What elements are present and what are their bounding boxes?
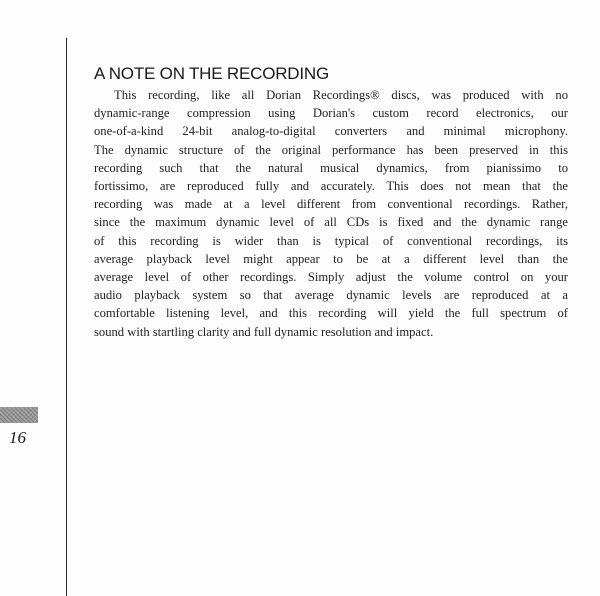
page-tab-marker: [0, 407, 38, 423]
paragraph-line: recording was made at a level different from conventional recordings. Rather,: [94, 197, 568, 212]
paragraph-line: of this recording is wider than is typical of conventional recordings, its: [94, 233, 568, 248]
margin-rule: [66, 38, 67, 596]
paragraph-line: This recording, like all Dorian Recordings® discs, was produced with no: [114, 88, 568, 102]
paragraph-line: average playback level might appear to be at a different level than the: [94, 251, 568, 266]
paragraph-line: since the maximum dynamic level of all CDs is fixed and the dynamic range: [94, 215, 568, 230]
paragraph-line: recording such that the natural musical dynamics, from pianissimo to: [94, 160, 568, 175]
paragraph-line: dynamic-range compression using Dorian's custom record electronics, our: [94, 106, 568, 121]
paragraph-line: The dynamic structure of the original performance has been preserved in this: [94, 142, 568, 157]
body-paragraph: [94, 86, 568, 341]
page-number: 16: [9, 428, 26, 447]
paragraph-line: average level of other recordings. Simply adjust the volume control on your: [94, 270, 568, 285]
paragraph-line: sound with startling clarity and full dynamic resolution and impact.: [94, 324, 434, 339]
paragraph-line: one-of-a-kind 24-bit analog-to-digital converters and minimal microphony.: [94, 124, 568, 139]
paragraph-line: comfortable listening level, and this recording will yield the full spectrum of: [94, 306, 568, 321]
paragraph-line: audio playback system so that average dynamic levels are reproduced at a: [94, 288, 568, 303]
section-heading: A NOTE ON THE RECORDING: [94, 64, 330, 83]
paragraph-line: fortissimo, are reproduced fully and accurately. This does not mean that the: [94, 179, 568, 194]
